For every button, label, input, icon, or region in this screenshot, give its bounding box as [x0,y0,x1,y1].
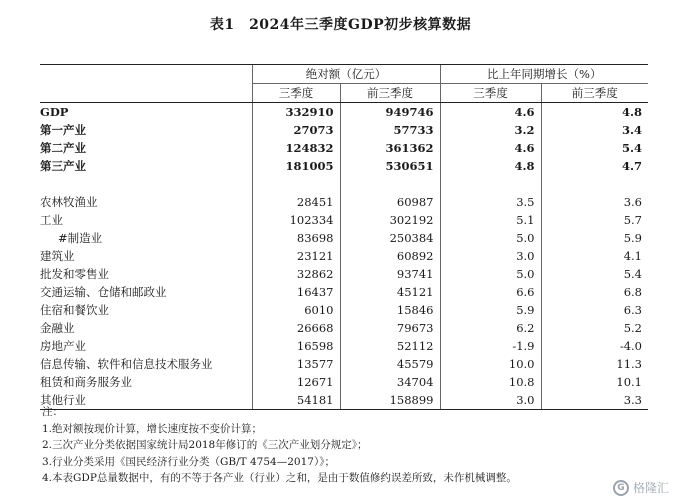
cell: 3.5 [440,193,541,211]
cell: 3.4 [541,121,648,139]
row-label: 租赁和商务服务业 [40,375,132,389]
table-row [40,211,648,229]
cell: 4.8 [440,157,541,175]
header-growth: 比上年同期增长（%） [440,65,648,84]
cell: 6.8 [541,283,648,301]
table-row [40,193,648,211]
cell: 949746 [340,103,440,122]
cell: 23121 [252,247,340,265]
cell: 3.2 [440,121,541,139]
spacer-row [40,175,648,193]
cell: -4.0 [541,337,648,355]
note-item: 3.行业分类采用《国民经济行业分类（GB/T 4754—2017）》； [42,455,335,468]
row-label: 建筑业 [40,249,75,263]
cell: 4.8 [541,103,648,122]
table-row [40,373,648,391]
cell: 5.0 [440,229,541,247]
note-item: 1.绝对额按现价计算，增长速度按不变价计算； [42,422,263,435]
table-row [40,247,648,265]
cell: 332910 [252,103,340,122]
cell: 4.7 [541,157,648,175]
table-row [40,283,648,301]
watermark-text: 格隆汇 [632,481,669,495]
row-label: GDP [40,105,69,119]
table-title: 表1 2024年三季度GDP初步核算数据 [209,17,472,33]
cell: 45579 [340,355,440,373]
cell: 13577 [252,355,340,373]
table-row [40,265,648,283]
cell: 3.3 [541,391,648,410]
cell: 3.0 [440,391,541,410]
header-col-ytd-growth: 前三季度 [541,84,648,103]
table-row [40,103,648,122]
cell: 5.0 [440,265,541,283]
cell: 52112 [340,337,440,355]
cell: 27073 [252,121,340,139]
cell: 10.0 [440,355,541,373]
row-label: 房地产业 [40,339,86,353]
cell: 5.7 [541,211,648,229]
table-row [40,139,648,157]
gdp-table [40,64,648,410]
cell: 5.1 [440,211,541,229]
cell: 16437 [252,283,340,301]
table-row [40,337,648,355]
row-label: 信息传输、软件和信息技术服务业 [40,357,213,371]
cell: 124832 [252,139,340,157]
table-row [40,319,648,337]
cell: 4.1 [541,247,648,265]
cell: 45121 [340,283,440,301]
table-notes [42,404,517,487]
cell: 12671 [252,373,340,391]
table-row [40,157,648,175]
header-col-q3-abs: 三季度 [252,84,340,103]
cell: 6.2 [440,319,541,337]
notes-label: 注： [42,406,63,418]
row-label: 第三产业 [40,159,86,173]
cell: 361362 [340,139,440,157]
cell: 102334 [252,211,340,229]
cell: 60987 [340,193,440,211]
cell: 54181 [252,391,340,410]
cell: 83698 [252,229,340,247]
cell: 34704 [340,373,440,391]
cell: 302192 [340,211,440,229]
header-row-group [40,65,648,84]
cell: 5.4 [541,139,648,157]
note-item: 2.三次产业分类依据国家统计局2018年修订的《三次产业划分规定》； [42,439,368,451]
cell: 28451 [252,193,340,211]
cell: 5.4 [541,265,648,283]
header-absolute: 绝对额（亿元） [252,65,440,84]
cell: 3.6 [541,193,648,211]
cell: 181005 [252,157,340,175]
row-label: 住宿和餐饮业 [40,303,109,317]
cell: 79673 [340,319,440,337]
cell: 6010 [252,301,340,319]
cell: 10.1 [541,373,648,391]
row-label: 农林牧渔业 [40,195,98,209]
cell: 3.0 [440,247,541,265]
watermark-logo [613,479,669,496]
row-label: 批发和零售业 [40,267,109,281]
cell: 250384 [340,229,440,247]
table-row [40,355,648,373]
row-label: 金融业 [40,321,75,335]
row-label: 第二产业 [40,141,86,155]
header-col-ytd-abs: 前三季度 [340,84,440,103]
cell: 60892 [340,247,440,265]
row-label: 工业 [40,213,63,227]
cell: 6.3 [541,301,648,319]
header-empty [40,84,252,103]
table-row [40,301,648,319]
header-row-cols [40,84,648,103]
cell: -1.9 [440,337,541,355]
cell: 4.6 [440,139,541,157]
cell: 93741 [340,265,440,283]
cell: 5.9 [541,229,648,247]
cell: 4.6 [440,103,541,122]
cell: 10.8 [440,373,541,391]
table-row [40,121,648,139]
cell: 5.9 [440,301,541,319]
cell: 26668 [252,319,340,337]
watermark-icon: G [613,480,629,496]
header-col-q3-growth: 三季度 [440,84,541,103]
row-label: 其他行业 [40,391,252,410]
row-label: #制造业 [58,231,103,245]
cell: 57733 [340,121,440,139]
note-item: 4.本表GDP总量数据中，有的不等于各产业（行业）之和，是由于数值修约误差所致，未作机械调整。 [42,472,517,484]
cell: 16598 [252,337,340,355]
row-label: 交通运输、仓储和邮政业 [40,285,167,299]
cell: 32862 [252,265,340,283]
row-label: 第一产业 [40,123,86,137]
header-empty [40,65,252,84]
cell: 6.6 [440,283,541,301]
cell: 158899 [340,391,440,410]
cell: 530651 [340,157,440,175]
cell: 11.3 [541,355,648,373]
table-row [40,229,648,247]
cell: 15846 [340,301,440,319]
cell: 5.2 [541,319,648,337]
